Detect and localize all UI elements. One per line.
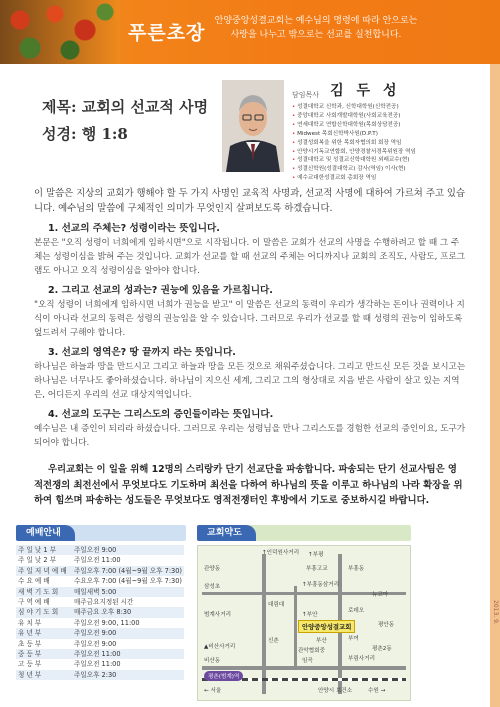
service-name: 초 등 부	[18, 639, 42, 648]
map-label: ↑부평	[308, 552, 324, 558]
service-name: 청 년 부	[16, 670, 72, 680]
map-label: 신촌	[268, 638, 279, 644]
church-location-marker: 안양중앙성결교회	[298, 620, 355, 633]
schedule-header	[16, 525, 186, 541]
map-header	[197, 525, 411, 541]
sermon-point-2	[34, 284, 466, 340]
career-item: • 연세대학교 연합신학대학원(목회상담전공)	[292, 121, 482, 130]
pastor-profile	[292, 80, 482, 183]
brand-title: 푸른초장	[128, 22, 206, 44]
sermon-point-3	[34, 346, 466, 402]
service-time: 주일오후 7:00 (4월~9월 오후 7:30)	[73, 566, 182, 575]
map-label: ↑인덕원사거리	[262, 550, 300, 556]
map-label: 범계사거리	[204, 612, 232, 618]
service-name: 유 치 부	[18, 618, 42, 627]
map-label: 평촌2동	[372, 646, 392, 652]
map-title: 교회약도	[197, 525, 256, 541]
service-time: 매주금요지정된 시간	[73, 598, 134, 607]
career-item: • 중앙대학교 사회개발대학원(사회교육전공)	[292, 112, 482, 121]
service-time: 매일새벽 5:00	[72, 587, 184, 597]
point-heading: 2. 그리고 선교의 성과는? 권능에 있음을 가르칩니다.	[48, 285, 273, 296]
service-time: 매주금요 오후 8:30	[72, 607, 184, 617]
leaves-illustration	[0, 0, 120, 64]
map-label: 임곡	[302, 658, 313, 664]
service-name: 고 등 부	[18, 660, 42, 669]
pastor-name: 김 두 성	[330, 83, 401, 99]
point-text: "오직 성령이 너희에게 임하시면 너희가 권능을 받고" 이 말씀은 선교의 동력이 우리가 생각하는 돈이나 권력이나 지식이 아니라 선교의 동력은 성령의 권능임을 알 수 있습니다. 그러므로 우리가 선교를 할 때 성령의 권능이 임하도록 엎드려서 구해야 합니다.	[34, 300, 465, 338]
issue-date: 2013. 9.	[492, 600, 499, 625]
service-time: 주일오후 2:30	[72, 670, 184, 680]
pastor-portrait	[222, 80, 284, 172]
service-time: 주일오전 11:00	[73, 660, 121, 669]
pastor-role: 담임목사	[292, 91, 320, 99]
career-item: • 성결신학원(성결대학교) 감사(역임) 이사(현)	[292, 165, 482, 174]
point-text: 본문은 "오직 성령이 너희에게 임하시면"으로 시작됩니다. 이 말씀은 교회가 선교의 사명을 수행하려고 할 때 그 주체는 성령이심을 밝혀 주는 것입니다. 교회가 선교를 할 때 선교의 주체는 어디까지나 교회의 조직도, 사람도, 프로그램도 아니고 오직 성령이심을 알아야 합니다.	[34, 238, 466, 276]
map-label: 관양동	[204, 566, 221, 572]
church-map-box	[197, 525, 411, 701]
sermon-point-4	[34, 408, 466, 450]
service-time: 주일오전 9:00	[72, 628, 184, 638]
schedule-title: 예배안내	[16, 525, 75, 541]
sermon-point-1	[34, 222, 466, 278]
point-heading: 3. 선교의 영역은? 땅 끝까지 라는 뜻입니다.	[48, 347, 236, 358]
sermon-title: 제목: 교회의 선교적 사명	[42, 98, 209, 116]
map-label: ← 서울	[204, 688, 222, 694]
point-text: 하나님은 하늘과 땅을 만드시고 그리고 하늘과 땅을 모든 것으로 채워주셨습니다. 그리고 만드신 모든 것을 보시고는 하나님은 너무나도 좋아하셨습니다. 하나님이 지으신 세계, 그리고 그의 형상대로 지음 받은 사람이 살고 있는 지역은, 어디든지 우리의 선교 대상지역입니다.	[34, 362, 466, 400]
sermon-closing: 우리교회는 이 일을 위해 12명의 스리랑카 단기 선교단을 파송합니다. 파송되는 단기 선교사팀은 영적전쟁의 최전선에서 무엇보다도 기도하며 최선을 다하여 하나님의 뜻을 이루고 하나님의 나라 확장을 위하여 힘쓰며 파송하는 성도들은 무엇보다도 영적전쟁터인 후방에서 기도로 중보하시길 바랍니다.	[34, 464, 463, 507]
map-label: 비산동	[204, 658, 221, 664]
map-label: 로데오	[348, 608, 365, 614]
table-row	[16, 597, 184, 607]
service-name: 구 역 예 배	[18, 598, 50, 607]
worship-schedule	[16, 525, 186, 701]
map-label: ↑부흥동삼거리	[302, 582, 340, 588]
schedule-table	[16, 545, 184, 680]
sermon-title-block	[42, 96, 208, 144]
point-heading: 1. 선교의 주체는? 성령이라는 뜻입니다.	[48, 223, 220, 234]
point-heading: 4. 선교의 도구는 그리스도의 증인들이라는 뜻입니다.	[48, 409, 274, 420]
map-road	[262, 554, 266, 694]
service-time: 주일오전 9:00, 11:00	[73, 618, 140, 627]
service-name: 심 야 기 도 회	[16, 607, 72, 617]
service-time: 주일오전 11:00	[72, 649, 184, 659]
header-banner	[0, 0, 500, 64]
career-item: • Midwest 목회신학박사원(D.P.T)	[292, 130, 482, 139]
table-row	[16, 545, 184, 555]
career-item: • 예수교대한성결교회 총회장 역임	[292, 174, 482, 183]
map-label: 부여	[348, 636, 359, 642]
table-row	[16, 555, 184, 565]
table-row	[16, 639, 184, 649]
career-item: • 성결대학교 및 성결교신학대학원 외래교수(현)	[292, 156, 482, 165]
service-time: 수요오후 7:00 (4월~9월 오후 7:30)	[73, 577, 182, 586]
table-row	[16, 618, 184, 628]
map-label: 부흥고교	[306, 566, 328, 572]
service-name: 유 년 부	[16, 628, 72, 638]
table-row	[16, 659, 184, 669]
table-row	[16, 670, 184, 680]
map-label: 안양시 보건소	[318, 688, 353, 694]
map-label: 부산	[316, 638, 327, 644]
church-motto	[206, 14, 426, 42]
map-label: 뉴코아	[372, 592, 389, 598]
map-label: 대림대	[268, 602, 285, 608]
service-name: 수 요 예 배	[18, 577, 50, 586]
service-name: 중 등 부	[16, 649, 72, 659]
pastor-career-list	[292, 103, 482, 183]
table-row	[16, 649, 184, 659]
map-label: 삼성초	[204, 584, 221, 590]
table-row	[16, 587, 184, 597]
map-label: 수원 →	[368, 688, 386, 694]
sermon-intro: 이 말씀은 지상의 교회가 행해야 할 두 가지 사명인 교육적 사명과, 선교적 사명에 대하여 가르쳐 주고 있습니다. 예수님의 말씀에 구체적인 의미가 무엇인지 살펴보도록 하겠습니다.	[34, 188, 466, 214]
map-label: 평안동	[378, 622, 395, 628]
church-map	[197, 545, 411, 701]
table-row	[16, 576, 184, 586]
service-time: 주일오전 9:00	[72, 545, 184, 555]
table-row	[16, 628, 184, 638]
motto-line-2: 사랑을 나누고 밖으로는 선교를 실천합니다.	[230, 30, 402, 40]
sermon-scripture: 성경: 행 1:8	[42, 125, 128, 143]
service-name: 주 일 낮 1 부	[16, 545, 72, 555]
career-item: • 성결성회복을 위한 목회자협의회 회장 역임	[292, 139, 482, 148]
map-label: ▲비산사거리	[204, 644, 236, 650]
map-label: 관악협회중	[298, 648, 326, 654]
map-label: 부림사거리	[348, 656, 376, 662]
table-row	[16, 607, 184, 617]
career-item: • 성결대학교 신학과, 신학대학원(신학전공)	[292, 103, 482, 112]
career-item: • 안양시기독교연합회, 안양경찰서경목위원장 역임	[292, 148, 482, 157]
motto-line-1: 안양중앙성결교회는 예수님의 명령에 따라 안으로는	[214, 16, 418, 26]
service-name: 새 벽 기 도 회	[16, 587, 72, 597]
map-station-label: 평촌(범계)역	[204, 671, 243, 681]
map-road	[294, 586, 297, 668]
map-road	[202, 666, 406, 670]
service-time: 주일오전 11:00	[73, 556, 121, 565]
map-label: 부흥동	[348, 566, 365, 572]
service-time: 주일오전 9:00	[73, 639, 117, 648]
point-text: 예수님은 내 증인이 되리라 하셨습니다. 그러므로 우리는 성령님을 만나 그리스도를 경험한 선교의 증인이요, 도구가 되어야 합니다.	[34, 424, 466, 448]
pastor-photo-icon	[222, 80, 284, 172]
map-label: ↑부안	[302, 612, 318, 618]
service-name: 주 일 낮 2 부	[18, 556, 57, 565]
table-row	[16, 566, 184, 576]
service-name: 주 일 저 녁 예 배	[16, 566, 72, 576]
